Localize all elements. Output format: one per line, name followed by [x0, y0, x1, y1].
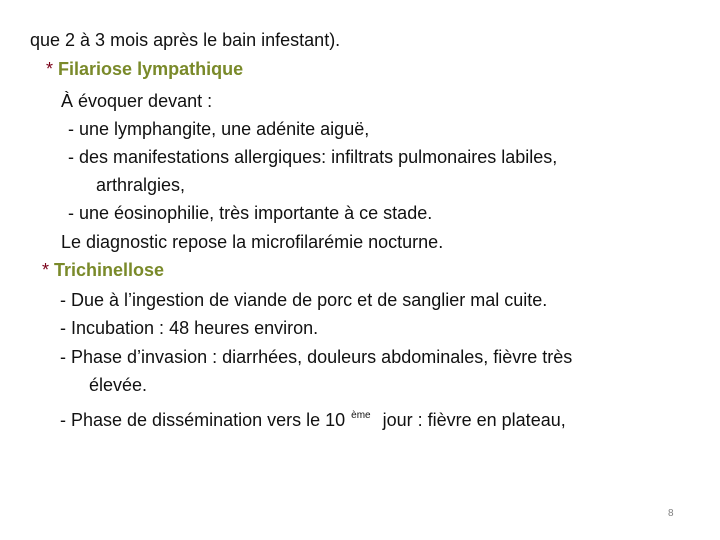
- heading-trichinellose-label: Trichinellose: [54, 260, 165, 280]
- last-line-before: - Phase de dissémination vers le 10: [60, 410, 346, 430]
- bullet-star: *: [42, 260, 50, 280]
- text-line: À évoquer devant :: [61, 91, 213, 111]
- heading-filariose-label: Filariose lympathique: [58, 59, 244, 79]
- text-line: que 2 à 3 mois après le bain infestant).: [30, 30, 341, 50]
- list-item: - Due à l’ingestion de viande de porc et de sanglier mal cuite.: [60, 290, 548, 310]
- list-item-continuation: élevée.: [89, 375, 148, 395]
- list-item: - une lymphangite, une adénite aiguë,: [68, 119, 370, 139]
- superscript-eme: ème: [351, 410, 371, 421]
- list-item: - Phase d’invasion : diarrhées, douleurs abdominales, fièvre très: [60, 347, 573, 367]
- list-item: [60, 405, 566, 431]
- bullet-star: *: [46, 59, 54, 79]
- list-item: - une éosinophilie, très importante à ce stade.: [68, 203, 433, 223]
- page-number: 8: [668, 508, 674, 519]
- list-item: - Incubation : 48 heures environ.: [60, 318, 319, 338]
- list-item: - des manifestations allergiques: infiltrats pulmonaires labiles,: [68, 147, 558, 167]
- list-item-continuation: arthralgies,: [96, 175, 186, 195]
- text-line: Le diagnostic repose la microfilarémie nocturne.: [61, 232, 444, 252]
- section-heading-filariose: [46, 58, 243, 80]
- last-line-after: jour : fièvre en plateau,: [382, 410, 566, 430]
- section-heading-trichinellose: [42, 259, 164, 281]
